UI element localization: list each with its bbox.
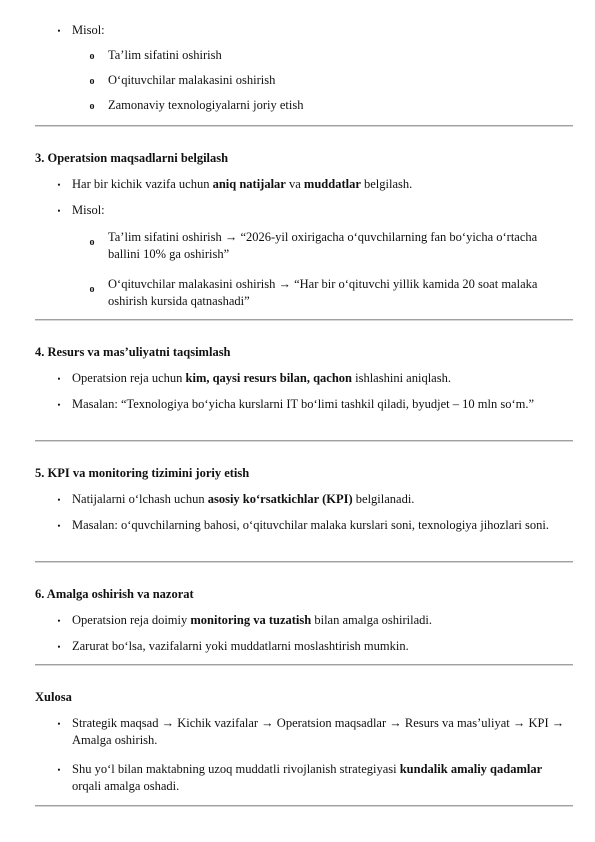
bullet: • xyxy=(57,765,61,775)
intro-item-3: Zamonaviy texnologiyalarni joriy etish xyxy=(108,98,304,112)
divider xyxy=(35,664,573,666)
sub-bullet: o xyxy=(89,237,95,248)
bullet: • xyxy=(57,206,61,216)
intro-item-2: O‘qituvchilar malakasini oshirish xyxy=(108,73,276,87)
bullet: • xyxy=(57,719,61,729)
section-6-bullet-2: Zarurat bo‘lsa, vazifalarni yoki muddatlarni moslashtirish mumkin. xyxy=(72,639,409,653)
section-4-bullet-1: Operatsion reja uchun kim, qaysi resurs bilan, qachon ishlashini aniqlash. xyxy=(72,371,451,385)
section-4-title: 4. Resurs va mas’uliyatni taqsimlash xyxy=(35,345,231,359)
section-5-bullet-1: Natijalarni o‘lchash uchun asosiy ko‘rsatkichlar (KPI) belgilanadi. xyxy=(72,492,415,506)
bullet: • xyxy=(57,400,61,410)
bullet: • xyxy=(57,180,61,190)
conclusion-title: Xulosa xyxy=(35,690,72,704)
intro-label: Misol: xyxy=(72,23,105,37)
section-3-bullet-1: Har bir kichik vazifa uchun aniq natijalar va muddatlar belgilash. xyxy=(72,177,413,191)
conclusion-bullet-1: Strategik maqsad → Kichik vazifalar → Operatsion maqsadlar → Resurs va mas’uliyat → KPI → Amalga oshirish. xyxy=(72,716,565,747)
section-3-item-1: Ta’lim sifatini oshirish → “2026-yil oxirigacha o‘quvchilarning fan bo‘yicha o‘rtacha ballini 10% ga oshirish” xyxy=(108,230,538,261)
divider xyxy=(35,561,573,563)
bullet: • xyxy=(57,642,61,652)
section-3-title: 3. Operatsion maqsadlarni belgilash xyxy=(35,151,229,165)
sub-bullet: o xyxy=(89,51,95,62)
sub-bullet: o xyxy=(89,101,95,112)
bullet: • xyxy=(57,495,61,505)
section-3-item-2: O‘qituvchilar malakasini oshirish → “Har bir o‘qituvchi yillik kamida 20 soat malaka oshirish kursida qatnashadi” xyxy=(108,277,538,308)
section-6-title: 6. Amalga oshirish va nazorat xyxy=(35,587,194,601)
section-6-bullet-1: Operatsion reja doimiy monitoring va tuzatish bilan amalga oshiriladi. xyxy=(72,613,433,627)
section-5-bullet-2: Masalan: o‘quvchilarning bahosi, o‘qituvchilar malaka kurslari soni, texnologiya jihozlari soni. xyxy=(72,518,549,532)
section-4-bullet-2: Masalan: “Texnologiya bo‘yicha kurslarni IT bo‘limi tashkil qiladi, byudjet – 10 mln so‘m.” xyxy=(72,397,534,411)
bullet: • xyxy=(57,374,61,384)
sub-bullet: o xyxy=(89,284,95,295)
bullet: • xyxy=(57,616,61,626)
intro-item-1: Ta’lim sifatini oshirish xyxy=(108,48,222,62)
divider xyxy=(35,805,573,807)
conclusion-bullet-2: Shu yo‘l bilan maktabning uzoq muddatli rivojlanish strategiyasi kundalik amaliy qadamlar orqali amalga oshadi. xyxy=(72,762,543,793)
divider xyxy=(35,319,573,321)
section-3-bullet-2: Misol: xyxy=(72,203,105,217)
bullet: • xyxy=(57,521,61,531)
divider xyxy=(35,440,573,442)
bullet: • xyxy=(57,26,61,36)
section-5-title: 5. KPI va monitoring tizimini joriy etish xyxy=(35,466,250,480)
sub-bullet: o xyxy=(89,76,95,87)
divider xyxy=(35,125,573,127)
